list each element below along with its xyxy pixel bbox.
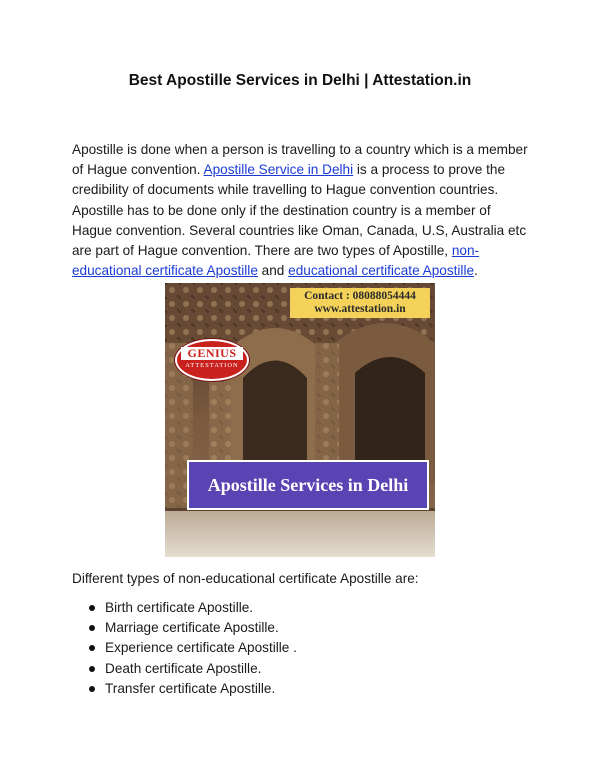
contact-website: www.attestation.in <box>314 303 406 315</box>
list-item: Death certificate Apostille. <box>72 659 297 679</box>
bullet-icon <box>89 645 95 651</box>
intro-text-1: Apostille is done when a person is travelling to a country which is a member of Hague convention. <box>72 142 528 178</box>
intro-paragraph <box>72 140 532 281</box>
bullet-icon <box>89 666 95 672</box>
bullet-icon <box>89 605 95 611</box>
contact-box <box>290 288 430 318</box>
palace-illustration <box>165 283 435 557</box>
genius-attestation-logo <box>175 339 249 381</box>
list-item: Transfer certificate Apostille. <box>72 679 297 699</box>
bullet-icon <box>89 625 95 631</box>
apostille-banner: Apostille Services in Delhi <box>187 460 429 510</box>
logo-genius-text: GENIUS <box>181 347 243 360</box>
intro-text-2: is a process to prove the credibility of documents while travelling to Hague convention countries. Apostille has to be done only if the destination country is a member of Hague convention. Several countries like Oman, Canada, U.S, Australia etc are part of Hague convention. There are two types of Apostille, <box>72 162 527 259</box>
non-educational-apostille-link[interactable]: non-educational certificate Apostille <box>72 243 480 279</box>
educational-apostille-link[interactable]: educational certificate Apostille <box>288 263 475 279</box>
contact-phone: Contact : 08088054444 <box>304 290 416 302</box>
intro-text-3: and <box>257 263 289 279</box>
types-list <box>72 598 297 699</box>
list-item: Birth certificate Apostille. <box>72 598 297 618</box>
page-title: Best Apostille Services in Delhi | Attestation.in <box>128 72 472 89</box>
bullet-icon <box>89 686 95 692</box>
intro-text-4: . <box>474 263 478 279</box>
apostille-service-delhi-link[interactable]: Apostille Service in Delhi <box>203 162 354 178</box>
hero-image <box>165 283 435 557</box>
list-item: Marriage certificate Apostille. <box>72 618 297 638</box>
list-item: Experience certificate Apostille . <box>72 638 297 658</box>
logo-attestation-text: ATTESTATION <box>185 362 239 369</box>
types-heading: Different types of non-educational certificate Apostille are: <box>72 571 419 586</box>
